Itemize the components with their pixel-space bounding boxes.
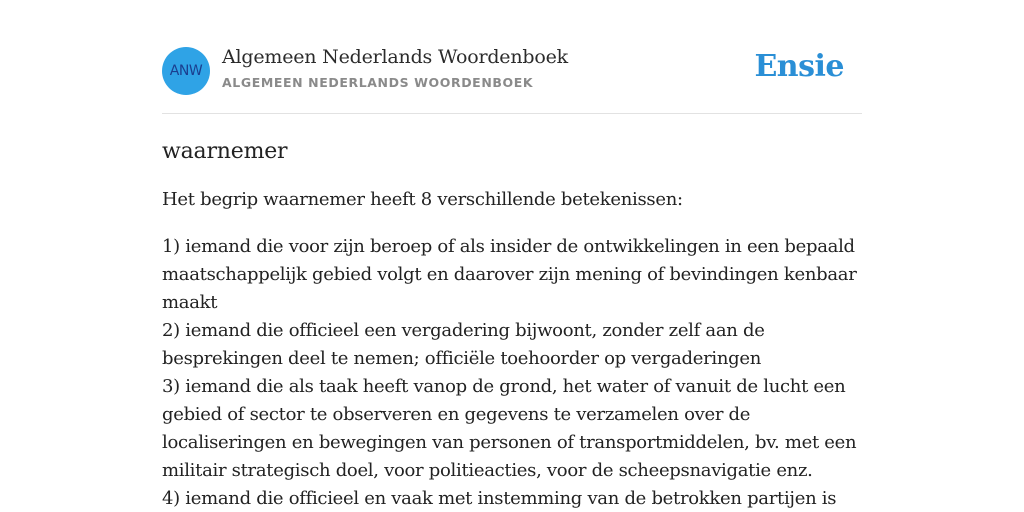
source-title[interactable]: Algemeen Nederlands Woordenboek: [222, 46, 568, 68]
anw-logo[interactable]: ANW: [162, 47, 210, 95]
definition-list: [162, 233, 862, 512]
definition-item: 4) iemand die officieel en vaak met instemming van de betrokken partijen is: [162, 488, 837, 509]
entry-title: waarnemer: [162, 139, 288, 164]
definition-item: 2) iemand die officieel een vergadering bijwoont, zonder zelf aan de besprekingen deel te nemen; officiële toehoorder op vergaderingen: [162, 320, 765, 369]
header-divider: [162, 113, 862, 114]
entry-intro: Het begrip waarnemer heeft 8 verschillende betekenissen:: [162, 189, 683, 210]
source-header: [162, 46, 862, 96]
ensie-logo[interactable]: Ensie: [754, 49, 844, 84]
definition-item: 3) iemand die als taak heeft vanop de grond, het water of vanuit de lucht een gebied of sector te observeren en gegevens te verzamelen over de localiseringen en bewegingen van personen of transportmiddelen, bv. met een militair strategisch doel, voor politieacties, voor de scheepsnavigatie enz.: [162, 376, 857, 481]
entry-content: [162, 134, 862, 512]
source-subtitle: ALGEMEEN NEDERLANDS WOORDENBOEK: [222, 75, 534, 90]
definition-item: 1) iemand die voor zijn beroep of als insider de ontwikkelingen in een bepaald maatschappelijk gebied volgt en daarover zijn mening of bevindingen kenbaar maakt: [162, 236, 857, 313]
